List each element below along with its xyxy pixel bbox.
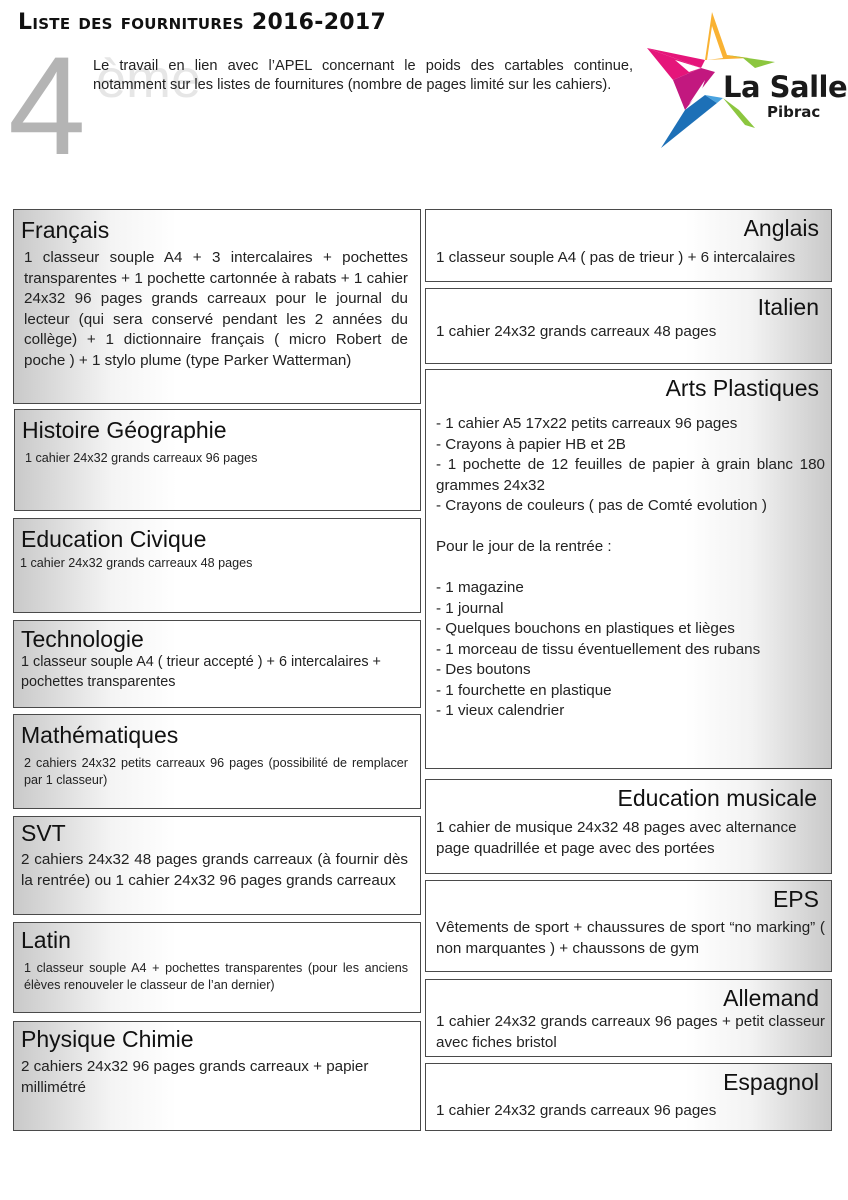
list-item: - 1 journal <box>436 599 504 617</box>
subject-box-anglais <box>425 209 832 282</box>
subject-supplies: 1 classeur souple A4 ( pas de trieur ) + 6 intercalaires <box>436 249 796 266</box>
subject-title: Latin <box>21 927 71 953</box>
list-item: - 1 vieux calendrier <box>436 702 565 719</box>
subject-title: Education Civique <box>21 526 207 552</box>
subject-supplies: 1 classeur souple A4 + pochettes transparentes (pour les anciens élèves renouveler le classeur de l’an dernier) <box>24 961 408 992</box>
list-item: - 1 pochette de 12 feuilles de papier à grain blanc 180 grammes 24x32 <box>436 456 825 494</box>
subject-title: Arts Plastiques <box>665 375 819 401</box>
subject-title: EPS <box>772 886 819 912</box>
subject-title: Mathématiques <box>21 722 179 748</box>
subject-title: Physique Chimie <box>21 1026 194 1052</box>
subject-supplies: 1 cahier 24x32 grands carreaux 48 pages <box>20 556 253 570</box>
subject-supplies: 2 cahiers 24x32 48 pages grands carreaux (à fournir dès la rentrée) ou 1 cahier 24x32 96 pages grands carreaux <box>21 851 408 889</box>
subject-supplies: 1 classeur souple A4 ( trieur accepté ) + 6 intercalaires + pochettes transparentes <box>21 654 381 690</box>
list-item: - Des boutons <box>436 661 531 678</box>
subject-title: Technologie <box>21 626 144 652</box>
arts-supplies-list <box>426 402 831 722</box>
subject-supplies: Vêtements de sport + chaussures de sport “no marking” ( non marquantes ) + chaussons de gym <box>436 919 825 957</box>
page-title: Liste des fournitures 2016-2017 <box>18 10 387 35</box>
subject-title: Education musicale <box>617 785 817 811</box>
subject-supplies: 1 classeur souple A4 + 3 intercalaires + pochettes transparentes + 1 pochette cartonnée à rabats + 1 cahier 24x32 96 pages grands carreaux pour le journal du lecteur (qui sera conservé pendant les 2 années du collège) + 1 dictionnaire français ( micro Robert de poche ) + 1 stylo plume (type Parker Watterman) <box>24 249 408 369</box>
subject-box-allemand <box>425 979 832 1057</box>
subject-supplies: 1 cahier 24x32 grands carreaux 48 pages <box>436 323 717 340</box>
subject-supplies: 2 cahiers 24x32 petits carreaux 96 pages (possibilité de remplacer par 1 classeur) <box>24 756 408 787</box>
grade-number: 4 <box>8 27 86 184</box>
subject-box-francais <box>13 209 421 404</box>
list-item: - Crayons à papier HB et 2B <box>436 435 626 453</box>
subject-box-technologie <box>13 620 421 708</box>
subject-title: Français <box>21 217 110 243</box>
subject-supplies: 1 cahier 24x32 grands carreaux 96 pages <box>436 1102 717 1119</box>
subject-box-eps <box>425 880 832 972</box>
subject-title: SVT <box>21 820 66 846</box>
subject-title: Allemand <box>723 985 819 1011</box>
list-item: - 1 morceau de tissu éventuellement des rubans <box>436 640 761 658</box>
subject-box-histoire-geographie <box>14 409 421 511</box>
logo-subtitle: Pibrac <box>767 103 821 121</box>
subject-box-arts-plastiques <box>425 369 832 769</box>
subject-supplies: 1 cahier 24x32 grands carreaux 96 pages + petit classeur avec fiches bristol <box>436 1013 825 1051</box>
subject-supplies: 1 cahier de musique 24x32 48 pages avec alternance page quadrillée et page avec des portées <box>436 819 797 857</box>
list-item <box>436 558 825 579</box>
intro-text: Le travail en lien avec l’APEL concernant le poids des cartables continue, notamment sur les listes de fournitures (nombre de pages limité sur les cahiers). <box>93 58 633 93</box>
list-item: - 1 fourchette en plastique <box>436 681 612 699</box>
subject-supplies: 2 cahiers 24x32 96 pages grands carreaux + papier millimétré <box>21 1058 369 1096</box>
grade-suffix: ème <box>96 49 202 109</box>
list-item: - Crayons de couleurs ( pas de Comté evolution ) <box>436 497 767 514</box>
list-item <box>436 517 825 538</box>
subject-box-mathematiques <box>13 714 421 809</box>
subject-box-education-musicale <box>425 779 832 874</box>
list-item: - 1 cahier A5 17x22 petits carreaux 96 pages <box>436 415 738 432</box>
subject-box-italien <box>425 288 832 364</box>
subject-box-physique-chimie <box>13 1021 421 1131</box>
logo-name: La Salle <box>723 70 848 104</box>
list-item: - 1 magazine <box>436 579 524 596</box>
subject-box-education-civique <box>13 518 421 613</box>
subject-box-svt <box>13 816 421 915</box>
subject-title: Anglais <box>743 215 819 241</box>
subject-box-latin <box>13 922 421 1013</box>
subject-box-espagnol <box>425 1063 832 1131</box>
subject-title: Italien <box>757 294 819 320</box>
list-item: Pour le jour de la rentrée : <box>436 538 612 555</box>
list-item: - Quelques bouchons en plastiques et lièges <box>436 620 735 637</box>
subject-supplies: 1 cahier 24x32 grands carreaux 96 pages <box>25 451 258 465</box>
subject-title: Histoire Géographie <box>22 417 227 443</box>
subject-title: Espagnol <box>723 1069 819 1095</box>
